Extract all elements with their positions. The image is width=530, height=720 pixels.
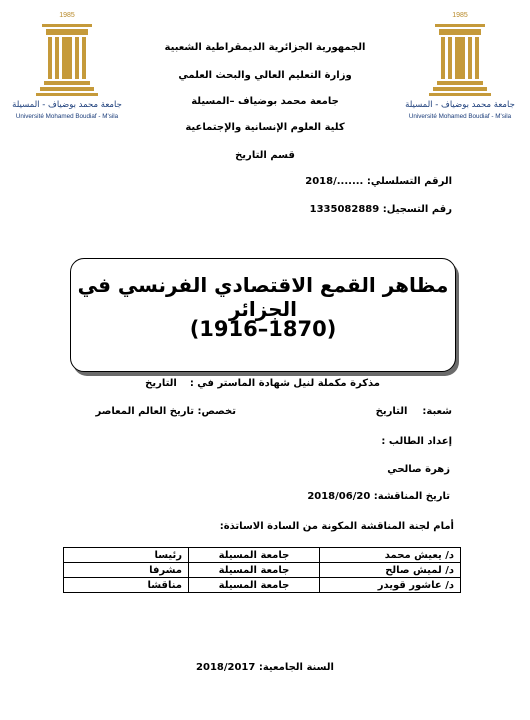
- member-role: مناقشا: [64, 578, 189, 593]
- member-name: د/ لميش صالح: [320, 563, 461, 578]
- member-role: رئيسا: [64, 548, 189, 563]
- logo-name-arabic: جامعة محمد بوضياف - المسيلة: [405, 100, 515, 110]
- header-ministry: وزارة التعليم العالي والبحث العلمي: [178, 70, 352, 81]
- thesis-title: مظاهر القمع الاقتصادي الفرنسي في الجزائر: [77, 273, 449, 321]
- logo-name-french: Université Mohamed Boudiaf - M'sila: [408, 113, 512, 120]
- member-name: د/ عاشور قويدر: [320, 578, 461, 593]
- registration-label: رقم التسجيل:: [382, 204, 452, 215]
- defense-date: 2018/06/20: [307, 491, 371, 502]
- member-institution: جامعة المسيلة: [189, 578, 320, 593]
- header-faculty: كلية العلوم الإنسانية والإجتماعية: [185, 122, 345, 133]
- memo-field: التاريخ: [145, 378, 177, 389]
- specialty-row: [96, 406, 237, 417]
- serial-label: الرقم التسلسلي:: [366, 176, 452, 187]
- academic-year-value: 2018/2017: [196, 662, 256, 673]
- header-department: قسم التاريخ: [235, 150, 295, 161]
- member-institution: جامعة المسيلة: [189, 563, 320, 578]
- thesis-title-dates: (1870–1916): [189, 317, 337, 341]
- logo-name-french: Université Mohamed Boudiaf - M'sila: [15, 113, 119, 120]
- thesis-title-box: [70, 258, 456, 372]
- member-institution: جامعة المسيلة: [189, 548, 320, 563]
- memo-line: [145, 378, 380, 389]
- university-emblem-icon: [12, 12, 122, 100]
- university-logo-right: [405, 12, 515, 124]
- defense-label: تاريخ المناقشة:: [373, 491, 450, 502]
- university-logo-left: [12, 12, 122, 124]
- serial-number-row: [305, 176, 452, 187]
- table-row: [64, 563, 461, 578]
- prepared-by-label: إعداد الطالب :: [381, 436, 452, 447]
- header-republic: الجمهورية الجزائرية الديمقراطية الشعبية: [164, 42, 366, 53]
- serial-value: 2018/.......: [305, 176, 364, 187]
- branch-label: شعبة:: [422, 406, 452, 417]
- memo-text: مذكرة مكملة لنيل شهادة الماستر في :: [189, 378, 380, 389]
- header-university: جامعة محمد بوضياف –المسيلة: [191, 96, 339, 107]
- defense-date-row: [307, 491, 450, 502]
- logo-name-arabic: جامعة محمد بوضياف - المسيلة: [12, 100, 122, 110]
- member-role: مشرفا: [64, 563, 189, 578]
- member-name: د/ يعيش محمد: [320, 548, 461, 563]
- table-row: [64, 548, 461, 563]
- branch-value: التاريخ: [375, 406, 408, 417]
- committee-label: أمام لجنة المناقشة المكونة من السادة الاساتذة:: [219, 521, 454, 532]
- table-row: [64, 578, 461, 593]
- specialty-label: تخصص:: [197, 406, 236, 417]
- university-emblem-icon: [405, 12, 515, 100]
- registration-value: 1335082889: [309, 204, 380, 215]
- logo-year: 1985: [59, 12, 75, 19]
- student-name: زهرة صالحي: [387, 464, 450, 475]
- logo-year: 1985: [452, 12, 468, 19]
- academic-year-label: السنة الجامعية:: [258, 662, 334, 673]
- registration-number-row: [310, 204, 452, 215]
- committee-table: [63, 547, 461, 593]
- branch-row: [376, 406, 452, 417]
- academic-year-row: [0, 662, 530, 673]
- specialty-value: تاريخ العالم المعاصر: [95, 406, 195, 417]
